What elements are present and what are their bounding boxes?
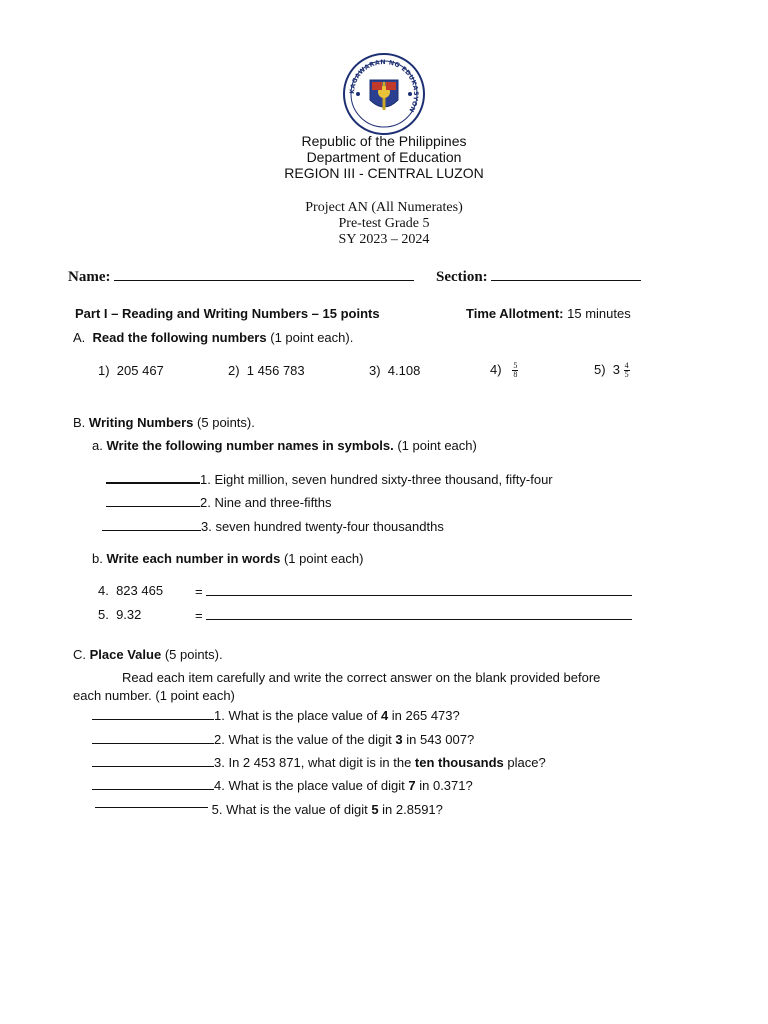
section-a-item-1: 1) 205 467 <box>98 363 164 378</box>
section-c-instructions: each number. (1 point each) <box>73 688 235 703</box>
section-a-item-5: 5) 3 $\frac{4}{5}$ <box>594 361 629 380</box>
fraction: $\frac{5}{8}$ <box>513 361 518 380</box>
header-project: Project AN (All Numerates) <box>305 200 463 215</box>
section-c-item: 4. What is the place value of digit 7 in 0.371? <box>92 777 473 793</box>
section-c-item: 2. What is the value of the digit 3 in 543 007? <box>92 731 474 747</box>
seal-text: KAGAWARAN NG EDUKASYON <box>348 58 420 114</box>
answer-line[interactable] <box>206 583 632 596</box>
section-a-item-3: 3) 4.108 <box>369 363 421 378</box>
answer-line[interactable] <box>206 607 632 620</box>
section-b-b-answer: = <box>195 607 632 623</box>
section-b-a-item: 1. Eight million, seven hundred sixty-three thousand, fifty-four <box>106 470 553 487</box>
section-b-a-heading: a. Write the following number names in symbols. (1 point each) <box>92 438 477 453</box>
section-b-a-item: 3. seven hundred twenty-four thousandths <box>102 518 444 534</box>
header-block <box>0 133 768 181</box>
section-c-instructions: Read each item carefully and write the correct answer on the blank provided before <box>122 670 601 685</box>
answer-blank[interactable] <box>106 494 200 507</box>
answer-blank[interactable] <box>95 801 208 808</box>
section-c-item: 1. What is the place value of 4 in 265 473? <box>92 707 460 723</box>
section-label: Section: <box>436 269 488 285</box>
mixed-fraction: $\frac{4}{5}$ <box>624 361 629 380</box>
answer-blank[interactable] <box>92 731 214 744</box>
deped-seal-logo <box>342 52 426 136</box>
header-republic: Republic of the Philippines <box>301 133 467 149</box>
time-allotment: Time Allotment: 15 minutes <box>466 306 631 321</box>
section-b-b-answer: = <box>195 583 632 599</box>
section-a-item-4: 4) $\frac{5}{8}$ <box>490 361 518 380</box>
header-department: Department of Education <box>306 149 462 165</box>
section-b-a-item: 2. Nine and three-fifths <box>106 494 332 510</box>
answer-blank[interactable] <box>92 754 214 767</box>
part-title: Part I – Reading and Writing Numbers – 15 points <box>75 306 380 321</box>
section-a-heading: A. Read the following numbers (1 point each). <box>73 330 354 345</box>
name-field[interactable] <box>114 266 414 281</box>
section-b-b-heading: b. Write each number in words (1 point each) <box>92 551 364 566</box>
answer-blank[interactable] <box>106 470 200 484</box>
header-test: Pre-test Grade 5 <box>338 216 430 231</box>
section-c-item: 5. What is the value of digit 5 in 2.8591? <box>95 802 443 817</box>
header-school-year: SY 2023 – 2024 <box>338 232 430 247</box>
answer-blank[interactable] <box>92 707 214 720</box>
section-b-b-item: 5. 9.32 <box>98 607 142 622</box>
section-field[interactable] <box>491 266 641 281</box>
answer-blank[interactable] <box>102 518 201 531</box>
answer-blank[interactable] <box>92 777 214 790</box>
section-b-heading: B. Writing Numbers (5 points). <box>73 415 255 430</box>
header-project-block <box>0 200 768 248</box>
section-a-item-2: 2) 1 456 783 <box>228 363 305 378</box>
section-c-heading: C. Place Value (5 points). <box>73 647 223 662</box>
section-row <box>436 266 641 286</box>
section-c-item: 3. In 2 453 871, what digit is in the ten thousands place? <box>92 754 546 770</box>
header-region: REGION III - CENTRAL LUZON <box>284 165 484 181</box>
name-row <box>68 266 414 286</box>
name-label: Name: <box>68 269 111 285</box>
section-b-b-item: 4. 823 465 <box>98 583 164 598</box>
